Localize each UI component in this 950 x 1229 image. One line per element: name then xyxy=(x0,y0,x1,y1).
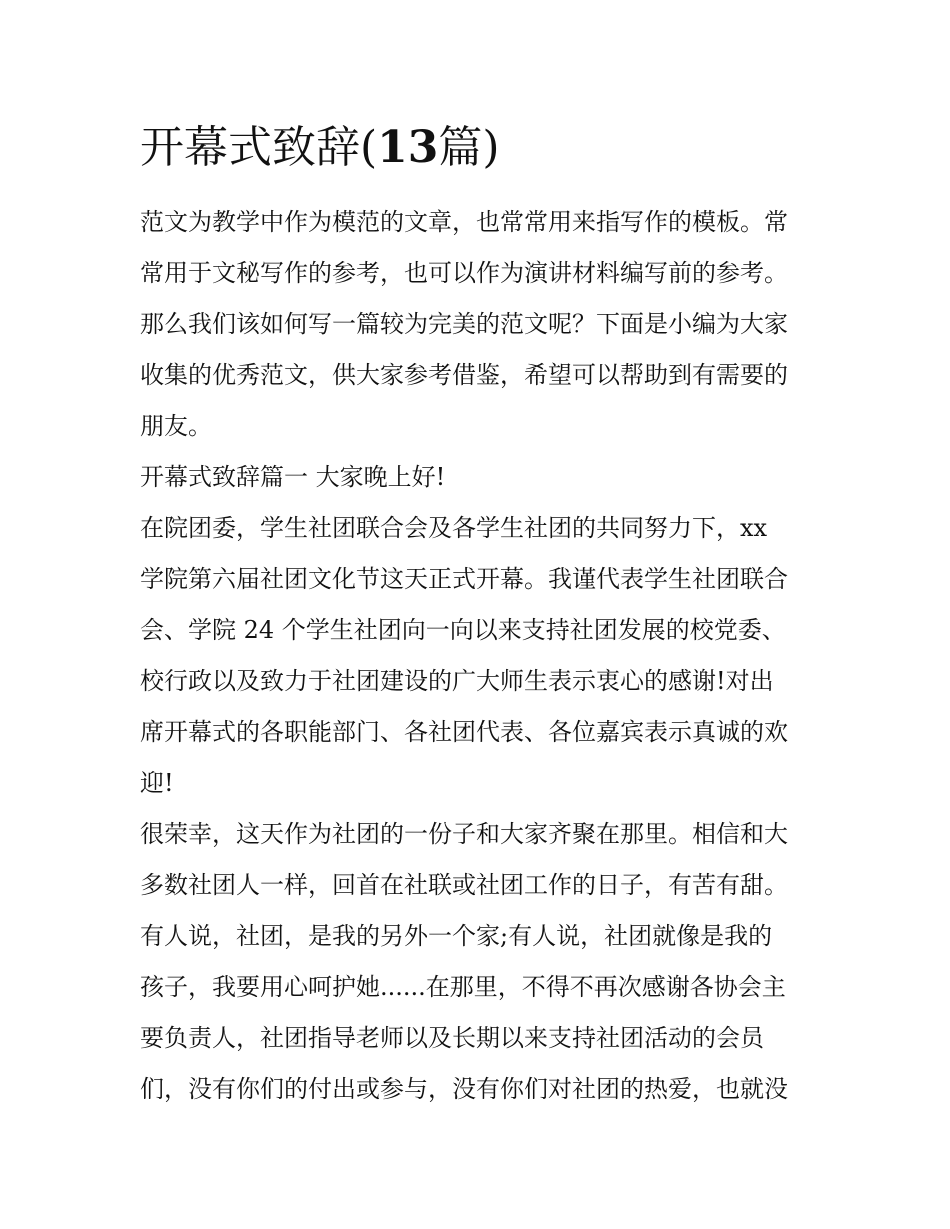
text-line-p2-4: 孩子，我要用心呵护她......在那里，不得不再次感谢各协会主 xyxy=(140,973,786,1001)
section-heading-1: 开幕式致辞篇一 大家晚上好! xyxy=(140,463,446,491)
text-line-intro-4: 收集的优秀范文，供大家参考借鉴，希望可以帮助到有需要的 xyxy=(140,361,788,389)
text-line-p2-3: 有人说，社团，是我的另外一个家;有人说，社团就像是我的 xyxy=(140,922,773,950)
text-line-intro-1: 范文为教学中作为模范的文章，也常常用来指写作的模板。常 xyxy=(140,208,788,236)
text-line-p1-6: 迎! xyxy=(140,769,174,797)
text-line-p2-2: 多数社团人一样，回首在社联或社团工作的日子，有苦有甜。 xyxy=(140,871,788,899)
title-prefix: 开幕式致辞( xyxy=(140,122,378,173)
text-line-p2-1: 很荣幸，这天作为社团的一份子和大家齐聚在那里。相信和大 xyxy=(140,820,788,848)
text-line-p1-1: 在院团委，学生社团联合会及各学生社团的共同努力下，xx xyxy=(140,514,768,542)
text-line-p2-6: 们，没有你们的付出或参与，没有你们对社团的热爱，也就没 xyxy=(140,1075,788,1103)
text-line-p1-2: 学院第六届社团文化节这天正式开幕。我谨代表学生社团联合 xyxy=(140,565,788,593)
page-title xyxy=(140,118,500,178)
text-line-p2-5: 要负责人，社团指导老师以及长期以来支持社团活动的会员 xyxy=(140,1024,764,1052)
text-line-p1-4: 校行政以及致力于社团建设的广大师生表示衷心的感谢!对出 xyxy=(140,667,774,695)
text-line-intro-3: 那么我们该如何写一篇较为完美的范文呢？下面是小编为大家 xyxy=(140,310,788,338)
title-number: 13 xyxy=(377,122,439,173)
title-suffix: 篇) xyxy=(438,122,500,173)
text-line-intro-5: 朋友。 xyxy=(140,412,212,440)
text-line-p1-3: 会、学院 24 个学生社团向一向以来支持社团发展的校党委、 xyxy=(140,616,786,644)
text-line-intro-2: 常用于文秘写作的参考，也可以作为演讲材料编写前的参考。 xyxy=(140,259,788,287)
text-line-p1-5: 席开幕式的各职能部门、各社团代表、各位嘉宾表示真诚的欢 xyxy=(140,718,788,746)
